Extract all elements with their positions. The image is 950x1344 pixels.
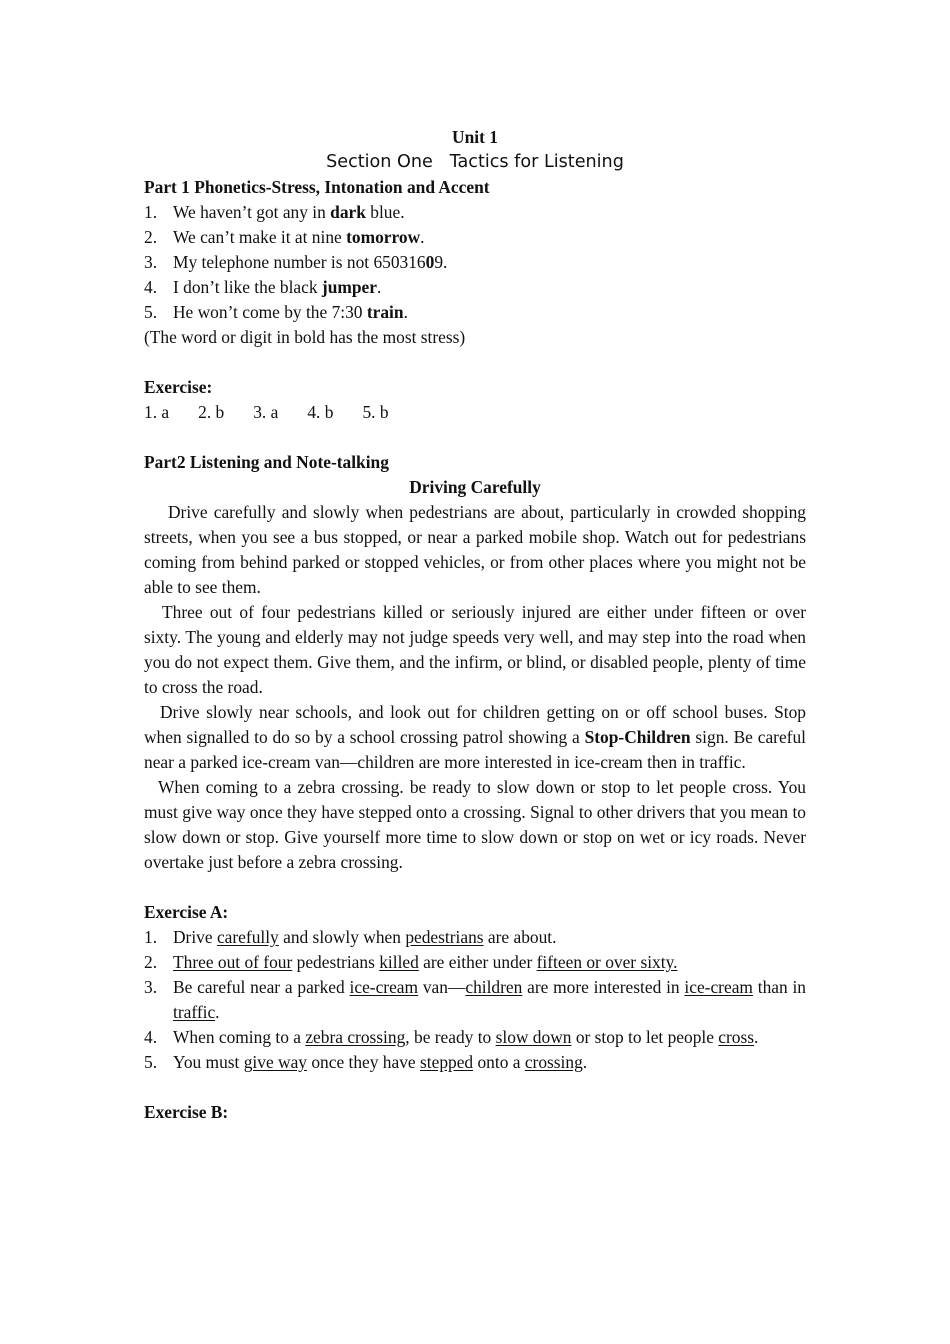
answer-blank: Three out of four [173,952,293,972]
item-text-part: Drive [173,927,217,947]
exercise-a-item [144,1050,806,1075]
passage-paragraph-4: When coming to a zebra crossing. be ready to slow down or stop to let people cross. You must give way once they have stepped onto a crossing. Signal to other drivers that you mean to slow down or stop. Give yourself more time to slow down or stop on wet or icy roads. Never overtake just before a zebra crossing. [144,777,806,872]
item-text-start: My telephone number is not 650316 [173,252,426,272]
answer-blank: killed [379,952,419,972]
item-text-part: pedestrians [292,952,380,972]
exercise-a-heading: Exercise A: [144,902,229,922]
part1-list [144,200,806,325]
item-text-part: Be careful near a parked [173,977,350,997]
stressed-word: train [366,302,404,322]
part1-item [144,200,806,225]
item-text-end: . [376,277,382,297]
item-text [173,950,806,975]
item-number: 5. [144,1052,158,1072]
item-text-end: . [420,227,425,247]
item-text-part: and slowly when [278,927,406,947]
item-text [173,200,806,225]
stop-children-sign-text: Stop-Children [584,727,691,747]
item-text-end: . [403,302,408,322]
p3-text-start: Drive slowly near schools, and look out for children getting on or off school buses. Stop when signalled to do so by a school crossing patrol showing a [144,702,806,747]
item-text [173,1025,806,1050]
item-text-part: are about. [483,927,557,947]
part1-item [144,225,806,250]
exercise-a-list [144,925,806,1075]
exercise-a-item [144,975,806,1025]
item-text [173,975,806,1025]
answer-4: 4. b [307,402,334,422]
item-number: 3. [144,977,158,997]
item-number: 4. [144,277,158,297]
item-text-part: onto a [473,1052,525,1072]
exercise-a-item [144,1025,806,1050]
item-number: 2. [144,227,158,247]
item-text-part: than in [752,977,807,997]
item-text-start: We can’t make it at nine [173,227,347,247]
item-text-end: blue. [365,202,405,222]
item-text [173,275,806,300]
document-page [144,125,806,1125]
answer-3: 3. a [253,402,279,422]
item-text-part: or stop to let people [571,1027,719,1047]
answer-blank: children [465,977,523,997]
item-text [173,225,806,250]
part1-item [144,300,806,325]
answer-5: 5. b [362,402,389,422]
item-number: 3. [144,252,158,272]
answer-blank: crossing [524,1052,583,1072]
spacer [144,425,806,450]
exercise-b-heading: Exercise B: [144,1102,229,1122]
answer-blank: ice-cream [684,977,753,997]
item-text-part: . [754,1027,759,1047]
answer-blank: ice-cream [349,977,419,997]
unit-title: Unit 1 [452,127,498,147]
answer-blank: fifteen or over sixty. [536,952,678,972]
answer-blank: carefully [216,927,279,947]
passage-paragraph-2: Three out of four pedestrians killed or seriously injured are either under fifteen or over sixty. The young and elderly may not judge speeds very well, and may step into the road when you do not expect them. Give them, and the infirm, or blind, or disabled people, plenty of time to cross the road. [144,602,806,697]
stress-note: (The word or digit in bold has the most stress) [144,327,466,347]
answer-2: 2. b [198,402,225,422]
part1-exercise-heading: Exercise: [144,377,213,397]
item-text-part: , be ready to [405,1027,496,1047]
item-number: 1. [144,202,158,222]
exercise-a-item [144,950,806,975]
passage-paragraph-3 [144,700,806,775]
part2-heading: Part2 Listening and Note-talking [144,452,389,472]
stressed-word: jumper [321,277,377,297]
part1-item [144,275,806,300]
spacer [144,875,806,900]
answer-blank: slow down [495,1027,572,1047]
item-text-part: once they have [307,1052,420,1072]
spacer [144,1075,806,1100]
p3-text-end: sign. Be careful near a parked ice-cream van—children are more interested in ice-cream then in traffic. [144,727,806,772]
item-text-part: . [215,1002,220,1022]
item-text-part: are more interested in [522,977,685,997]
item-number: 4. [144,1027,158,1047]
stressed-word: dark [330,202,366,222]
passage-title: Driving Carefully [409,477,541,497]
answer-blank: stepped [420,1052,474,1072]
item-number: 1. [144,927,158,947]
answer-blank: cross [718,1027,755,1047]
answer-blank: give way [243,1052,307,1072]
answer-blank: zebra crossing [305,1027,406,1047]
item-number: 2. [144,952,158,972]
item-number: 5. [144,302,158,322]
item-text-start: He won’t come by the 7:30 [173,302,367,322]
exercise-a-item [144,925,806,950]
answer-blank: pedestrians [405,927,484,947]
passage-paragraph-1: Drive carefully and slowly when pedestrians are about, particularly in crowded shopping streets, when you see a bus stopped, or near a parked mobile shop. Watch out for pedestrians coming from behind parked or stopped vehicles, or from other places where you might not be able to see them. [144,502,806,597]
item-text-part: . [582,1052,588,1072]
item-text-part: van— [418,977,466,997]
stressed-word: tomorrow [346,227,421,247]
part1-heading: Part 1 Phonetics-Stress, Intonation and Accent [144,177,490,197]
section-title: Section One Tactics for Listening [326,152,624,172]
item-text-part: You must [173,1052,244,1072]
item-text [173,1050,806,1075]
item-text-part: When coming to a [173,1027,306,1047]
part1-item [144,250,806,275]
item-text-end: 9. [434,252,448,272]
item-text [173,300,806,325]
item-text-start: I don’t like the black [173,277,322,297]
stressed-word: 0 [425,252,435,272]
answer-blank: traffic [173,1002,216,1022]
item-text-start: We haven’t got any in [173,202,331,222]
exercise-answers [144,400,806,425]
answer-1: 1. a [144,402,170,422]
spacer [144,350,806,375]
item-text [173,250,806,275]
item-text-part: are either under [418,952,537,972]
item-text [173,925,806,950]
